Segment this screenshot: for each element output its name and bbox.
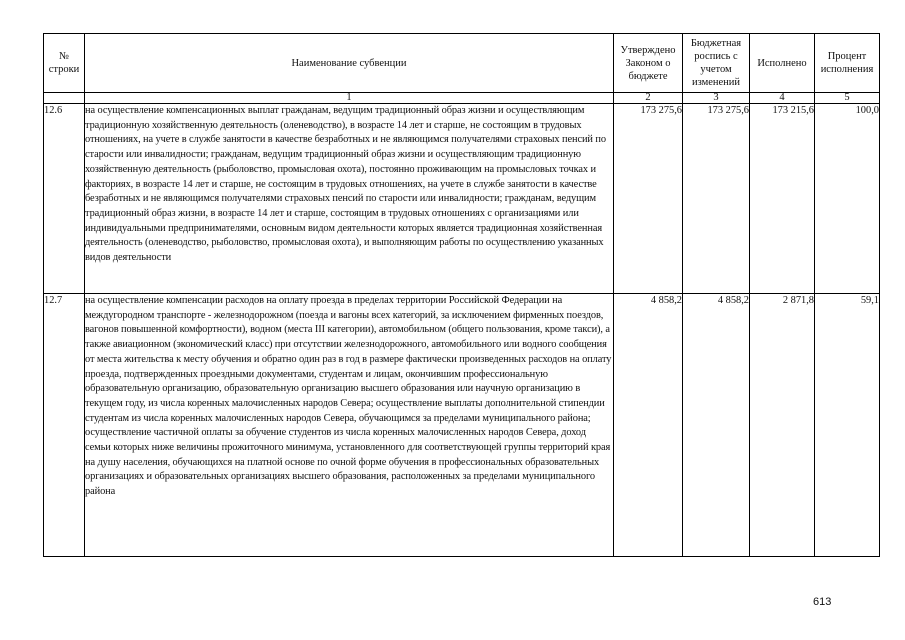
budget-value: 4 858,2 — [683, 294, 750, 557]
executed-value: 2 871,8 — [750, 294, 815, 557]
executed-value: 173 215,6 — [750, 104, 815, 294]
budget-value: 173 275,6 — [683, 104, 750, 294]
header-subvention-name: Наименование субвенции — [85, 34, 614, 93]
percent-value: 100,0 — [815, 104, 880, 294]
header-percent: Процент исполнения — [815, 34, 880, 93]
column-number: 2 — [614, 93, 683, 104]
header-executed: Исполнено — [750, 34, 815, 93]
column-number: 1 — [85, 93, 614, 104]
header-approved: Утверждено Законом о бюджете — [614, 34, 683, 93]
percent-value: 59,1 — [815, 294, 880, 557]
row-number: 12.6 — [44, 104, 85, 294]
subvention-name: на осуществление компенсации расходов на оплату проезда в пределах территории Российской Федерации на междугородном транспорте - железнодорожном (поезда и вагоны всех категорий, за исключением фирменных поездов, вагонов повышенной комфортности), водном (места III категории), автомобильном (общего пользования, кроме такси), а также авиационном (экономический класс) при отсутствии железнодорожного, автомобильного или водного сообщения от места жительства к месту обучения и обратно один раз в год в размере фактически произведенных расходов на оплату проезда, подтвержденных проездными документами, студентам и лицам, окончившим профессиональную образовательную организацию, образовательную организацию высшего образования или научную организацию в текущем году, из числа коренных малочисленных народов Севера; осуществление выплаты дополнительной стипендии студентам из числа коренных малочисленных народов Севера, обучающимся за пределами муниципального района; осуществление частичной оплаты за обучение студентов из числа коренных малочисленных народов Севера, доход семьи которых ниже величины прожиточного минимума, установленного для соответствующей группы территорий края на душу населения, обучающихся на платной основе по очной форме обучения в профессиональных образовательных организациях и образовательных организациях высшего образования, расположенных за пределами муниципального района — [85, 294, 614, 557]
table-row — [44, 104, 880, 294]
column-number-row — [44, 93, 880, 104]
table-row — [44, 294, 880, 557]
column-number: 4 — [750, 93, 815, 104]
subvention-table — [43, 33, 880, 557]
approved-value: 4 858,2 — [614, 294, 683, 557]
approved-value: 173 275,6 — [614, 104, 683, 294]
header-budget-schedule: Бюджетная роспись с учетом изменений — [683, 34, 750, 93]
column-number: 3 — [683, 93, 750, 104]
table-header-row — [44, 34, 880, 93]
subvention-name: на осуществление компенсационных выплат гражданам, ведущим традиционный образ жизни и осуществляющим традиционную хозяйственную деятельность (оленеводство), в возрасте 14 лет и старше, не состоящим в трудовых отношениях, на учете в службе занятости в качестве безработных и не являющимся получателями страховых пенсий по старости или инвалидности; гражданам, ведущим традиционный образ жизни и осуществляющим традиционную хозяйственную деятельность (рыболовство, промысловая охота), постоянно проживающим на промысловых точках и факториях, в возрасте 14 лет и старше, не состоящим в трудовых отношениях, на учете в службе занятости в качестве безработных и не являющимся получателями страховых пенсий по старости или инвалидности; гражданам, ведущим традиционный образ жизни, в возрасте 14 лет и старше, состоящим в трудовых отношениях с организациями или индивидуальными предпринимателями, основным видом деятельности которых является традиционная хозяйственная деятельность (оленеводство, рыболовство, промысловая охота), и выполняющим работы по осуществлению указанных видов деятельности — [85, 104, 614, 294]
row-number: 12.7 — [44, 294, 85, 557]
header-row-number: № строки — [44, 34, 85, 93]
column-number — [44, 93, 85, 104]
column-number: 5 — [815, 93, 880, 104]
page-number: 613 — [813, 596, 832, 608]
